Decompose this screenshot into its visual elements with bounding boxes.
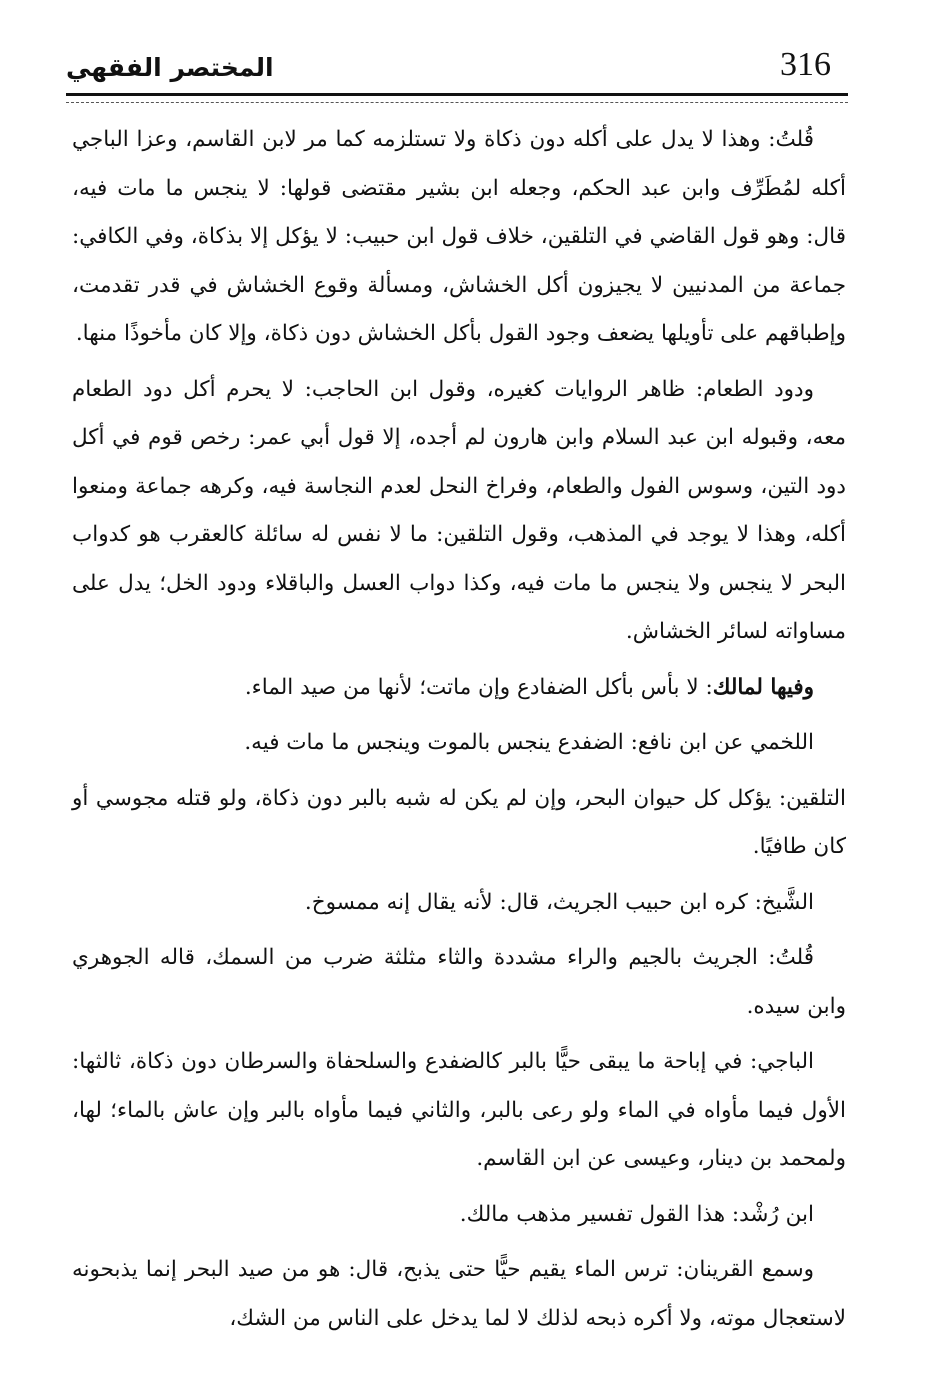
running-title: المختصر الفقهي bbox=[66, 53, 274, 82]
paragraph-text: قُلتُ: الجريث بالجيم والراء مشددة والثاء مثلثة ضرب من السمك، قاله الجوهري وابن سيده. bbox=[72, 945, 846, 1019]
paragraph-9 bbox=[72, 1191, 846, 1240]
paragraph-1 bbox=[72, 116, 846, 359]
paragraph-6 bbox=[72, 879, 846, 928]
paragraph-text: : لا بأس بأكل الضفادع وإن ماتت؛ لأنها من صيد الماء. bbox=[244, 674, 713, 700]
header-rule bbox=[66, 93, 848, 103]
body-text bbox=[72, 116, 846, 1350]
paragraph-text: الشَّيخ: كره ابن حبيب الجريث، قال: لأنه يقال إنه ممسوخ. bbox=[304, 889, 814, 915]
paragraph-lead: وفيها لمالك bbox=[712, 674, 814, 700]
paragraph-5 bbox=[72, 775, 846, 872]
paragraph-7 bbox=[72, 934, 846, 1031]
paragraph-text: وسمع القرينان: ترس الماء يقيم حيًّا حتى يذبح، قال: هو من صيد البحر إنما يذبحونه لاستعجال موته، ولا أكره ذبحه لذلك لا لما يدخل على الناس من الشك، bbox=[72, 1257, 846, 1331]
paragraph-text: الباجي: في إباحة ما يبقى حيًّا بالبر كالضفدع والسلحفاة والسرطان دون ذكاة، ثالثها: الأول فيما مأواه في الماء ولو رعى بالبر، والثاني فيما مأواه بالبر وإن عاش بالماء؛ لها، ولمحمد بن دينار، وعيسى عن ابن القاسم. bbox=[72, 1049, 846, 1171]
paragraph-text: اللخمي عن ابن نافع: الضفدع ينجس بالموت وينجس ما مات فيه. bbox=[244, 730, 814, 755]
paragraph-text: ابن رُشْد: هذا القول تفسير مذهب مالك. bbox=[459, 1201, 814, 1227]
paragraph-4 bbox=[72, 719, 846, 768]
paragraph-3 bbox=[72, 664, 846, 713]
paragraph-10 bbox=[72, 1246, 846, 1343]
paragraph-text: قُلتُ: وهذا لا يدل على أكله دون ذكاة ولا تستلزمه كما مر لابن القاسم، وعزا الباجي أكله لمُطَرِّف وابن عبد الحكم، وجعله ابن بشير مقتضى قولها: لا ينجس ما مات فيه، قال: وهو قول القاضي في التلقين، خلاف قول ابن حبيب: لا يؤكل إلا بذكاة، وفي الكافي: جماعة من المدنيين لا يجيزون أكل الخشاش، ومسألة وقوع الخشاش في قدر تقدمت، وإطباقهم على تأويلها يضعف وجود القول بأكل الخشاش دون ذكاة، وإلا كان مأخوذًا منها. bbox=[72, 127, 846, 346]
paragraph-text: ودود الطعام: ظاهر الروايات كغيره، وقول ابن الحاجب: لا يحرم أكل دود الطعام معه، وقبوله ابن عبد السلام وابن هارون لم أجده، إلا قول أبي عمر: رخص قوم في أكل دود التين، وسوس الفول والطعام، وفراخ النحل لعدم النجاسة فيه، وكرهه جماعة ومنعوا أكله، وهذا لا يوجد في المذهب، وقول التلقين: ما لا نفس له سائلة كالعقرب هو كدواب البحر لا ينجس ولا ينجس ما مات فيه، وكذا دواب العسل والباقلاء ودود الخل؛ يدل على مساواته لسائر الخشاش. bbox=[72, 376, 846, 644]
paragraph-8 bbox=[72, 1038, 846, 1184]
paragraph-2 bbox=[72, 366, 846, 657]
paragraph-text: التلقين: يؤكل كل حيوان البحر، وإن لم يكن له شبه بالبر دون ذكاة، ولو قتله مجوسي أو كان طافيًا. bbox=[72, 785, 846, 859]
page-number: 316 bbox=[780, 46, 831, 83]
